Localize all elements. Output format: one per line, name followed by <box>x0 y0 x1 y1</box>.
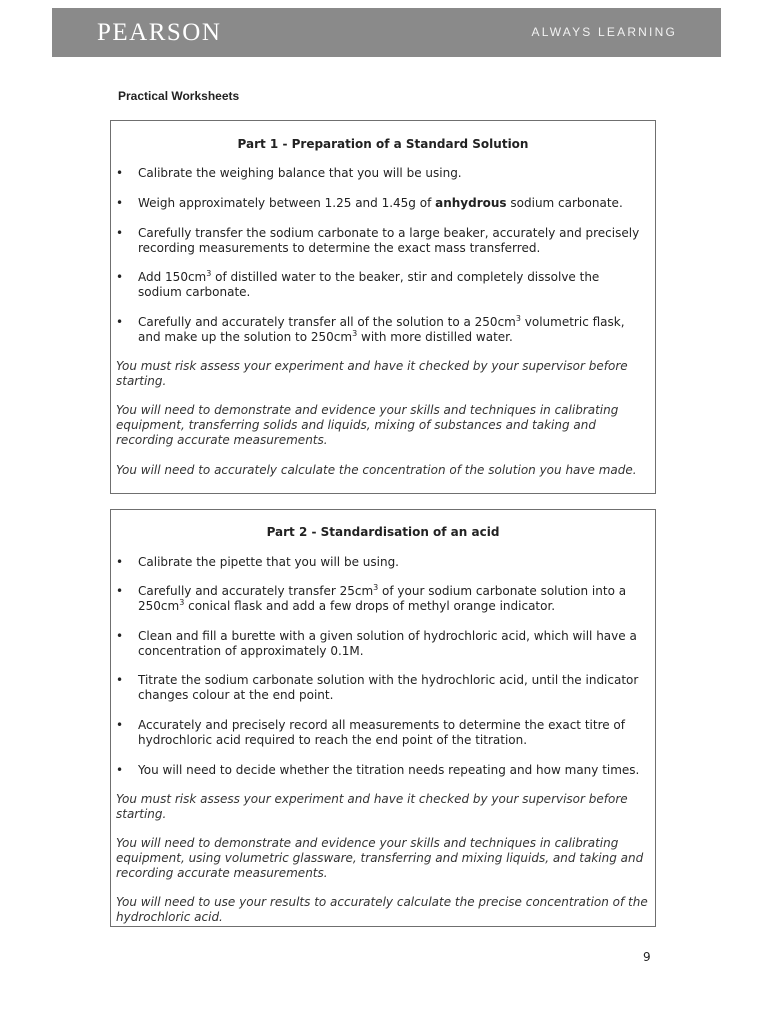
header-banner <box>52 8 721 57</box>
list-item: • You will need to decide whether the titration needs repeating and how many times. <box>116 763 640 777</box>
list-item: • Calibrate the pipette that you will be using. <box>116 555 399 569</box>
page-number: 9 <box>643 950 651 964</box>
list-item: • Calibrate the weighing balance that you will be using. <box>116 166 462 180</box>
bullet-icon: • <box>116 315 124 329</box>
bullet-icon: • <box>116 226 124 240</box>
list-item: • Titrate the sodium carbonate solution with the hydrochloric acid, until the indicator changes colour at the end point. <box>116 673 639 702</box>
part1-title: Part 1 - Preparation of a Standard Solution <box>237 137 529 151</box>
list-item: • Carefully and accurately transfer all of the solution to a $250cm^3$ volumetric flask, and make up the solution to $250cm^3$ with more distilled water. <box>116 314 625 344</box>
part2-title: Part 2 - Standardisation of an acid <box>266 525 500 539</box>
list-item: • Add $150cm^3$ of distilled water to the beaker, stir and completely dissolve the sodium carbonate. <box>116 269 600 299</box>
bullet-icon: • <box>116 763 124 777</box>
part2-box <box>110 509 656 927</box>
list-item: • Carefully and accurately transfer $25cm^3$ of your sodium carbonate solution into a $250cm^3$ conical flask and add a few drops of methyl orange indicator. <box>116 583 627 613</box>
bullet-icon: • <box>116 673 124 687</box>
note: You will need to demonstrate and evidence your skills and techniques in calibrating equipment, transferring solids and liquids, mixing of substances and taking and recording accurate measurements. <box>116 403 619 447</box>
part1-box <box>110 120 656 494</box>
note: You will need to use your results to accurately calculate the precise concentration of the hydrochloric acid. <box>116 895 648 924</box>
bullet-icon: • <box>116 196 124 210</box>
note: You must risk assess your experiment and have it checked by your supervisor before starting. <box>116 792 628 821</box>
note: You will need to accurately calculate the concentration of the solution you have made. <box>116 463 637 477</box>
bullet-icon: • <box>116 166 124 180</box>
bullet-icon: • <box>116 718 124 732</box>
list-item: • Clean and fill a burette with a given solution of hydrochloric acid, which will have a concentration of approximately 0.1M. <box>116 629 637 658</box>
pearson-logo: PEARSON <box>97 19 222 46</box>
bullet-icon: • <box>116 584 124 598</box>
note: You must risk assess your experiment and have it checked by your supervisor before starting. <box>116 359 628 388</box>
emphasis: anhydrous <box>435 196 507 210</box>
note: You will need to demonstrate and evidence your skills and techniques in calibrating equipment, using volumetric glassware, transferring and mixing liquids, and taking and recording accurate measurements. <box>116 836 644 880</box>
list-item: • Carefully transfer the sodium carbonate to a large beaker, accurately and precisely recording measurements to determine the exact mass transferred. <box>116 226 640 255</box>
section-label: Practical Worksheets <box>118 89 240 103</box>
tagline: ALWAYS LEARNING <box>531 25 677 39</box>
bullet-icon: • <box>116 555 124 569</box>
bullet-icon: • <box>116 629 124 643</box>
bullet-icon: • <box>116 270 124 284</box>
list-item: • Accurately and precisely record all measurements to determine the exact titre of hydrochloric acid required to reach the end point of the titration. <box>116 718 625 747</box>
list-item: • Weigh approximately between 1.25 and 1.45g of anhydrous sodium carbonate. <box>116 196 623 210</box>
